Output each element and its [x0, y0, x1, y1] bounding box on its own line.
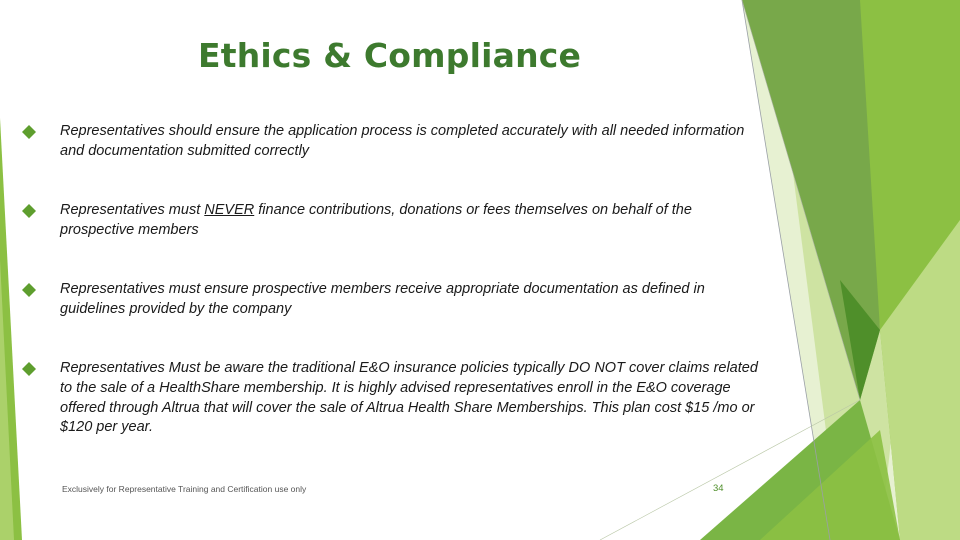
bullet-text-2: [60, 201, 770, 241]
footer-text: Exclusively for Representative Training and Certification use only: [62, 484, 307, 494]
diamond-bullet-icon: [22, 125, 36, 139]
bullet-text-4-part-1: Representatives Must be aware the traditional E&O insurance policies typically DO NOT cover claims related to the sale of a HealthShare membership. It is highly advised representatives enroll in the E&O coverage offered through Altrua that will cover the sale of Altrua Health Share Memberships. This plan cost $15 /mo or $120 per year.: [60, 360, 758, 436]
bullet-text-2-part-3: finance contributions, donations or fees themselves on behalf of the prospective members: [60, 202, 692, 238]
bullet-text-2-emphasis: NEVER: [204, 202, 255, 218]
bullet-text-1-part-1: Representatives should ensure the application process is completed accurately with all needed information and documentation submitted correctly: [60, 123, 745, 159]
bullet-text-4: [60, 359, 770, 438]
bullet-text-1: [60, 122, 770, 162]
bullet-text-2-part-1: Representatives must: [60, 202, 205, 218]
bullet-text-3-part-1: Representatives must ensure prospective members receive appropriate documentation as defined in guidelines provided by the company: [60, 281, 705, 317]
page-number: 34: [713, 483, 724, 494]
diamond-bullet-icon: [22, 362, 36, 376]
bullet-text-3: [60, 280, 770, 320]
slide-title: Ethics & Compliance: [198, 36, 582, 75]
diamond-bullet-icon: [22, 283, 36, 297]
diamond-bullet-icon: [22, 204, 36, 218]
